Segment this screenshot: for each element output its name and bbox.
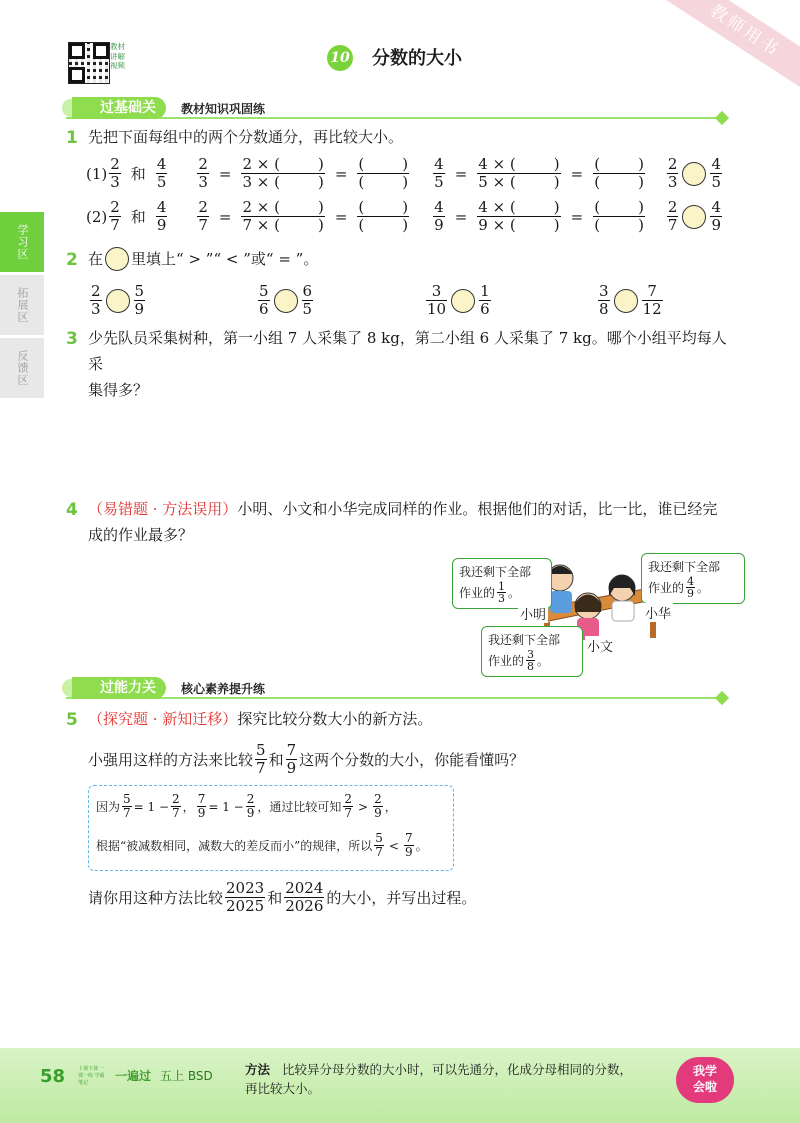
q5-intro-line: 小强用这样的方法来比较 5 7 和 7 9 这两个分数的大小，你能看懂吗？	[88, 741, 525, 777]
name-xiaowen: 小文	[585, 636, 615, 655]
answer-area[interactable]	[88, 380, 738, 490]
question-number: 5	[66, 710, 78, 730]
answer-blank[interactable]: ( ) ( )	[594, 198, 644, 234]
footer-slogan: 上课下课 一课一练 学霸笔记	[78, 1066, 105, 1086]
fraction: $\frac{2}{7}$	[198, 198, 208, 234]
fraction: 2 3	[667, 155, 678, 191]
section-basic-subtitle: 教材知识巩固练	[181, 102, 266, 116]
name-xiaohua: 小华	[643, 603, 673, 622]
q2-pair-2: 5 6 6 5	[259, 282, 313, 318]
speech-bubble-xiaoming: 我还剩下全部 作业的 1 3 。	[452, 558, 552, 609]
page-number: 58	[40, 1066, 66, 1087]
compare-circle[interactable]	[274, 289, 298, 313]
method-line-1: 因为 $\frac{5}{7}$ = 1 − $\frac{2}{7}$ ， $\frac{7}{9}$ = 1 − $\frac{2}{9}$ ，通过比较可知 2 7 > 2 9 ，	[96, 792, 397, 820]
section-basic-label: 过基础关	[72, 97, 166, 119]
fraction-blank: $\frac{2 \times ( )}{7 \times ( )}$	[242, 198, 324, 234]
star-icon	[715, 691, 729, 705]
compare-circle[interactable]	[614, 289, 638, 313]
fraction-blank: $\frac{4 \times ( )}{9 \times ( )}$	[478, 198, 560, 234]
q5-task-line: 请你用这种方法比较 2023 2025 和 2024 2026 的大小，并写出过程。	[88, 879, 477, 915]
fraction: 4 9	[711, 198, 722, 234]
method-line-2: 根据“被减数相同，减数大的差反而小”的规律，所以 5 7 < 7 9 。	[96, 831, 428, 859]
brand-logo: 一遍过	[115, 1069, 152, 1083]
fraction-blank: $\frac{2 \times ( )}{3 \times ( )}$	[242, 155, 324, 191]
speech-bubble-xiaowen: 我还剩下全部 作业的 3 8 。	[481, 626, 583, 677]
method-tip: 方法 比较异分母分数的大小时，可以先通分，化成分母相同的分数， 再比较大小。	[245, 1062, 633, 1096]
grade-label: 五上 BSD	[160, 1069, 213, 1083]
fraction: 4 9	[156, 198, 167, 234]
fraction: 4 5	[711, 155, 722, 191]
side-tab-feedback[interactable]: 反馈区	[0, 338, 44, 398]
section-rule	[66, 697, 720, 699]
fraction: 2 7	[667, 198, 678, 234]
question-text: （易错题 · 方法误用）小明、小文和小华完成同样的作业。根据他们的对话，比一比，谁已经完 成的作业最多？	[88, 500, 718, 544]
q2-pair-1: 2 3 5 9	[91, 282, 145, 318]
question-number: 3	[66, 329, 78, 349]
qr-code[interactable]	[68, 42, 110, 84]
teacher-edition-stamp: 教师用书	[664, 0, 800, 92]
q2-pair-3: 3 10 1 6	[427, 282, 490, 318]
compare-circle[interactable]	[682, 162, 706, 186]
fraction: 2 7	[110, 198, 120, 234]
section-rule	[66, 117, 720, 119]
answer-blank[interactable]: ( ) ( )	[358, 198, 409, 234]
side-tab-extend[interactable]: 拓展区	[0, 275, 44, 335]
question-number: 4	[66, 500, 78, 520]
circle-icon	[105, 247, 129, 271]
fraction: 4 5	[156, 155, 167, 191]
name-xiaoming: 小明	[518, 604, 548, 623]
fraction: 2 3	[110, 155, 120, 191]
fraction: $\frac{2}{3}$	[198, 155, 208, 191]
star-icon	[715, 111, 729, 125]
section-ability-label: 过能力关	[72, 677, 166, 699]
compare-circle[interactable]	[106, 289, 130, 313]
question-text: 在 里填上“ > ”“ < ”或“ = ”。	[88, 246, 318, 272]
fraction-blank: $\frac{4 \times ( )}{5 \times ( )}$	[478, 155, 560, 191]
answer-blank[interactable]: ( ) ( )	[594, 155, 644, 191]
q2-pair-4: 3 8 7 12	[599, 282, 662, 318]
compare-circle[interactable]	[451, 289, 475, 313]
section-ability-subtitle: 核心素养提升练	[181, 682, 266, 696]
question-text: 少先队员采集树种，第一小组 7 人采集了 8 kg，第二小组 6 人采集了 7 kg。哪个小组平均每人采 集得多？	[88, 329, 727, 399]
q1-row-2: (2) 2 7 和 4 9 $\frac{2}{7}$ = $\frac{2 \times ( )}{7 \times ( )}$ = ( ) ( ) $\frac{4}{9}$ = $\frac{4 \times ( )}{9 \times ( )}$ = ( ) ( ) 2 7 4 9	[86, 198, 722, 234]
q1-row-1: (1) 2 3 和 4 5 $\frac{2}{3}$ = $\frac{2 \times ( )}{3 \times ( )}$ = ( ) ( ) $\frac{4}{5}$ = $\frac{4 \times ( )}{5 \times ( )}$ = ( ) ( ) 2 3 4 5	[86, 155, 722, 191]
fraction: $\frac{4}{9}$	[434, 198, 444, 234]
speech-bubble-xiaohua: 我还剩下全部 作业的 4 9 。	[641, 553, 745, 604]
fraction: $\frac{4}{5}$	[434, 155, 444, 191]
answer-area[interactable]	[88, 920, 738, 1040]
lesson-title: 分数的大小	[372, 48, 462, 69]
question-text: （探究题 · 新知迁移）探究比较分数大小的新方法。	[88, 710, 433, 728]
side-tab-study[interactable]: 学习区	[0, 212, 44, 272]
lesson-number-badge: 10	[327, 45, 353, 71]
question-number: 2	[66, 250, 78, 270]
compare-circle[interactable]	[682, 205, 706, 229]
qr-caption: 教材讲解视频	[110, 42, 125, 71]
question-tag: （易错题 · 方法误用）	[88, 500, 238, 518]
answer-blank[interactable]: ( ) ( )	[358, 155, 409, 191]
question-tag: （探究题 · 新知迁移）	[88, 710, 238, 728]
learned-badge: 我学 会啦	[676, 1057, 734, 1103]
question-number: 1	[66, 128, 78, 148]
question-text: 先把下面每组中的两个分数通分，再比较大小。	[88, 128, 404, 146]
